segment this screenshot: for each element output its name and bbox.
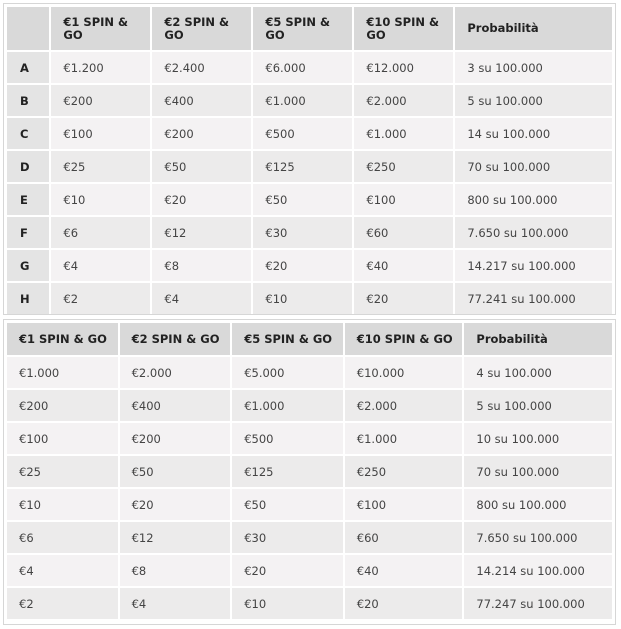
header-probability: Probabilità xyxy=(455,7,612,50)
cell-5-spin-go: €1.000 xyxy=(232,390,343,421)
cell-1-spin-go: €25 xyxy=(7,456,118,487)
table-row xyxy=(7,217,612,248)
table-row xyxy=(7,250,612,281)
cell-1-spin-go: €4 xyxy=(51,250,150,281)
cell-2-spin-go: €12 xyxy=(152,217,251,248)
cell-10-spin-go: €40 xyxy=(354,250,453,281)
cell-probability: 5 su 100.000 xyxy=(455,85,612,116)
cell-5-spin-go: €1.000 xyxy=(253,85,352,116)
table-row xyxy=(7,184,612,215)
cell-2-spin-go: €50 xyxy=(152,151,251,182)
cell-1-spin-go: €200 xyxy=(7,390,118,421)
header-corner xyxy=(7,7,49,50)
prize-table-1 xyxy=(5,5,614,316)
cell-1-spin-go: €100 xyxy=(7,423,118,454)
cell-10-spin-go: €2.000 xyxy=(345,390,463,421)
row-letter: H xyxy=(7,283,49,314)
table-row xyxy=(7,85,612,116)
cell-2-spin-go: €4 xyxy=(152,283,251,314)
cell-1-spin-go: €2 xyxy=(7,588,118,619)
cell-10-spin-go: €1.000 xyxy=(345,423,463,454)
cell-2-spin-go: €4 xyxy=(120,588,231,619)
cell-1-spin-go: €200 xyxy=(51,85,150,116)
cell-2-spin-go: €20 xyxy=(152,184,251,215)
cell-2-spin-go: €400 xyxy=(152,85,251,116)
cell-probability: 14.214 su 100.000 xyxy=(464,555,612,586)
cell-5-spin-go: €500 xyxy=(232,423,343,454)
cell-2-spin-go: €12 xyxy=(120,522,231,553)
cell-10-spin-go: €20 xyxy=(354,283,453,314)
cell-2-spin-go: €8 xyxy=(152,250,251,281)
cell-probability: 7.650 su 100.000 xyxy=(455,217,612,248)
cell-2-spin-go: €2.400 xyxy=(152,52,251,83)
cell-probability: 7.650 su 100.000 xyxy=(464,522,612,553)
cell-5-spin-go: €50 xyxy=(232,489,343,520)
cell-1-spin-go: €100 xyxy=(51,118,150,149)
table-row xyxy=(7,52,612,83)
table-header-row xyxy=(7,7,612,50)
table-row xyxy=(7,489,612,520)
table-row xyxy=(7,522,612,553)
cell-10-spin-go: €60 xyxy=(345,522,463,553)
cell-5-spin-go: €20 xyxy=(232,555,343,586)
prize-table-old xyxy=(3,3,616,315)
cell-5-spin-go: €6.000 xyxy=(253,52,352,83)
cell-10-spin-go: €1.000 xyxy=(354,118,453,149)
prize-table-2 xyxy=(5,321,614,621)
cell-1-spin-go: €6 xyxy=(51,217,150,248)
cell-1-spin-go: €1.200 xyxy=(51,52,150,83)
row-letter: D xyxy=(7,151,49,182)
cell-10-spin-go: €2.000 xyxy=(354,85,453,116)
cell-1-spin-go: €6 xyxy=(7,522,118,553)
cell-2-spin-go: €20 xyxy=(120,489,231,520)
cell-5-spin-go: €500 xyxy=(253,118,352,149)
cell-probability: 77.241 su 100.000 xyxy=(455,283,612,314)
cell-1-spin-go: €4 xyxy=(7,555,118,586)
cell-10-spin-go: €10.000 xyxy=(345,357,463,388)
cell-2-spin-go: €200 xyxy=(120,423,231,454)
table-row xyxy=(7,283,612,314)
cell-5-spin-go: €5.000 xyxy=(232,357,343,388)
cell-2-spin-go: €8 xyxy=(120,555,231,586)
cell-10-spin-go: €250 xyxy=(354,151,453,182)
row-letter: E xyxy=(7,184,49,215)
cell-probability: 70 su 100.000 xyxy=(455,151,612,182)
header-1-spin-go: €1 SPIN & GO xyxy=(51,7,150,50)
cell-10-spin-go: €100 xyxy=(345,489,463,520)
header-5-spin-go: €5 SPIN & GO xyxy=(253,7,352,50)
cell-1-spin-go: €25 xyxy=(51,151,150,182)
cell-probability: 14.217 su 100.000 xyxy=(455,250,612,281)
cell-probability: 5 su 100.000 xyxy=(464,390,612,421)
table-row xyxy=(7,588,612,619)
cell-10-spin-go: €60 xyxy=(354,217,453,248)
table-row xyxy=(7,456,612,487)
table-row xyxy=(7,118,612,149)
cell-probability: 4 su 100.000 xyxy=(464,357,612,388)
cell-1-spin-go: €2 xyxy=(51,283,150,314)
cell-5-spin-go: €20 xyxy=(253,250,352,281)
cell-probability: 77.247 su 100.000 xyxy=(464,588,612,619)
cell-probability: 14 su 100.000 xyxy=(455,118,612,149)
prize-table-new xyxy=(3,319,616,625)
table-row xyxy=(7,357,612,388)
header-10-spin-go: €10 SPIN & GO xyxy=(354,7,453,50)
row-letter: C xyxy=(7,118,49,149)
cell-10-spin-go: €12.000 xyxy=(354,52,453,83)
header-probability: Probabilità xyxy=(464,323,612,355)
cell-2-spin-go: €50 xyxy=(120,456,231,487)
cell-10-spin-go: €100 xyxy=(354,184,453,215)
row-letter: F xyxy=(7,217,49,248)
header-2-spin-go: €2 SPIN & GO xyxy=(120,323,231,355)
header-1-spin-go: €1 SPIN & GO xyxy=(7,323,118,355)
cell-5-spin-go: €125 xyxy=(253,151,352,182)
table-row xyxy=(7,423,612,454)
cell-10-spin-go: €250 xyxy=(345,456,463,487)
cell-1-spin-go: €1.000 xyxy=(7,357,118,388)
cell-1-spin-go: €10 xyxy=(51,184,150,215)
cell-probability: 800 su 100.000 xyxy=(464,489,612,520)
header-5-spin-go: €5 SPIN & GO xyxy=(232,323,343,355)
row-letter: B xyxy=(7,85,49,116)
table-row xyxy=(7,555,612,586)
cell-1-spin-go: €10 xyxy=(7,489,118,520)
cell-5-spin-go: €50 xyxy=(253,184,352,215)
cell-5-spin-go: €10 xyxy=(253,283,352,314)
cell-probability: 70 su 100.000 xyxy=(464,456,612,487)
row-letter: G xyxy=(7,250,49,281)
cell-probability: 10 su 100.000 xyxy=(464,423,612,454)
table-header-row xyxy=(7,323,612,355)
cell-2-spin-go: €200 xyxy=(152,118,251,149)
cell-10-spin-go: €20 xyxy=(345,588,463,619)
header-10-spin-go: €10 SPIN & GO xyxy=(345,323,463,355)
header-2-spin-go: €2 SPIN & GO xyxy=(152,7,251,50)
cell-probability: 3 su 100.000 xyxy=(455,52,612,83)
cell-probability: 800 su 100.000 xyxy=(455,184,612,215)
cell-5-spin-go: €30 xyxy=(232,522,343,553)
cell-5-spin-go: €10 xyxy=(232,588,343,619)
table-row xyxy=(7,390,612,421)
cell-5-spin-go: €125 xyxy=(232,456,343,487)
cell-2-spin-go: €400 xyxy=(120,390,231,421)
row-letter: A xyxy=(7,52,49,83)
table-row xyxy=(7,151,612,182)
cell-5-spin-go: €30 xyxy=(253,217,352,248)
cell-10-spin-go: €40 xyxy=(345,555,463,586)
cell-2-spin-go: €2.000 xyxy=(120,357,231,388)
